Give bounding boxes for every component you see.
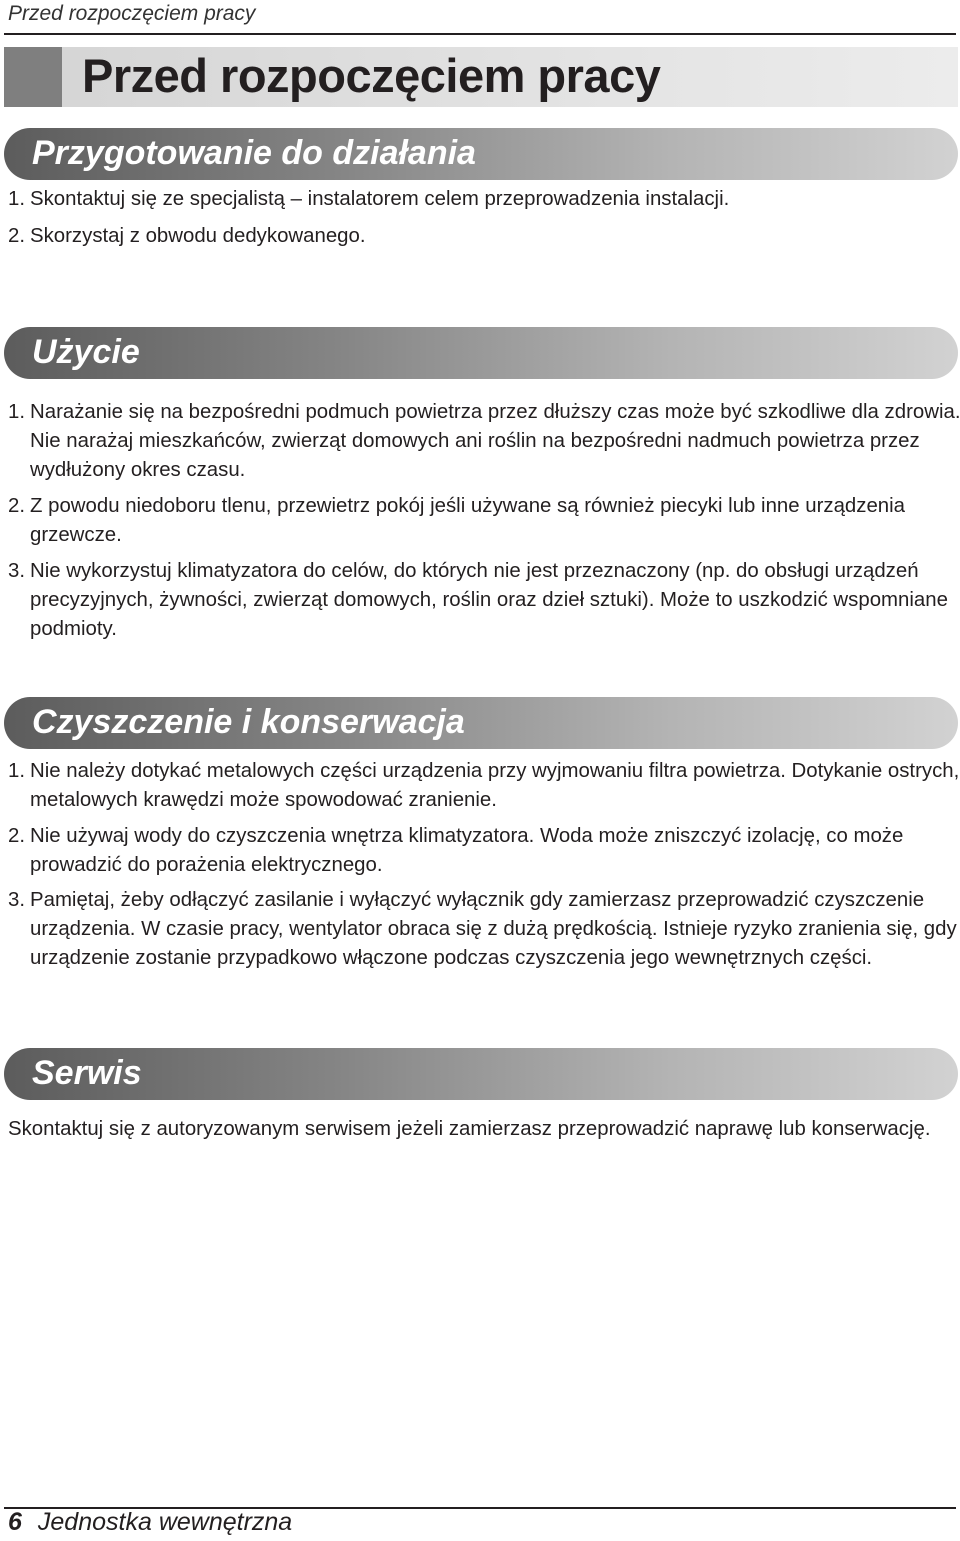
running-header: Przed rozpoczęciem pracy	[8, 2, 256, 25]
item-number: 1.	[8, 401, 26, 423]
section-title: Czyszczenie i konserwacja	[32, 703, 465, 741]
header-rule	[4, 33, 956, 35]
footer-section-label: Jednostka wewnętrzna	[37, 1508, 293, 1536]
item-text: Nie wykorzystuj klimatyzatora do celów, do których nie jest przeznaczony (np. do obsługi urządzeń precyzyjnych, żywności, zwierząt domowych, roślin oraz dzieł sztuki). Może to uszkodzić wspomniane podmioty.	[30, 560, 948, 640]
item-text: Pamiętaj, żeby odłączyć zasilanie i wyłączyć wyłącznik gdy zamierzasz przeprowadzić czyszczenie urządzenia. W czasie pracy, wentylator obraca się z dużą prędkością. Istnieje ryzyko zranienia się, gdy urządzenie zostanie przypadkowo włączone podczas czyszczenia jego wewnętrznych części.	[30, 889, 957, 969]
item-number: 2.	[8, 495, 26, 517]
item-text: Nie używaj wody do czyszczenia wnętrza klimatyzatora. Woda może zniszczyć izolację, co może prowadzić do porażenia elektrycznego.	[30, 825, 904, 876]
section-heading-przygotowanie	[4, 128, 958, 180]
title-accent-block	[4, 47, 62, 107]
list-item	[8, 886, 960, 973]
item-number: 2.	[8, 225, 26, 247]
item-number: 1.	[8, 188, 26, 210]
item-text: Skontaktuj się ze specjalistą – instalatorem celem przeprowadzenia instalacji.	[30, 188, 730, 210]
item-text: Skorzystaj z obwodu dedykowanego.	[30, 225, 366, 247]
page-title: Przed rozpoczęciem pracy	[82, 49, 661, 102]
list-item	[8, 557, 960, 644]
service-paragraph: Skontaktuj się z autoryzowanym serwisem jeżeli zamierzasz przeprowadzić naprawę lub konserwację.	[8, 1118, 931, 1140]
page-number: 6	[8, 1508, 22, 1536]
section-heading-czyszczenie	[4, 697, 958, 749]
list-item	[8, 822, 960, 880]
item-text: Narażanie się na bezpośredni podmuch powietrza przez dłuższy czas może być szkodliwe dla zdrowia. Nie narażaj mieszkańców, zwierząt domowych ani roślin na bezpośredni nadmuch powietrza przez wydłużony okres czasu.	[30, 401, 960, 481]
item-number: 3.	[8, 560, 26, 582]
section-heading-uzycie	[4, 327, 958, 379]
section-title: Serwis	[32, 1054, 142, 1092]
item-number: 2.	[8, 825, 26, 847]
section-heading-serwis	[4, 1048, 958, 1100]
footer	[8, 1508, 292, 1537]
item-text: Z powodu niedoboru tlenu, przewietrz pokój jeśli używane są również piecyki lub inne urządzenia grzewcze.	[30, 495, 906, 546]
list-item	[8, 492, 960, 550]
list-item	[8, 222, 960, 251]
section-title: Użycie	[32, 333, 140, 371]
section-title: Przygotowanie do działania	[32, 134, 476, 172]
page-title-bar	[4, 47, 958, 107]
list-item	[8, 398, 960, 485]
list-item	[8, 757, 960, 815]
item-text: Nie należy dotykać metalowych części urządzenia przy wyjmowaniu filtra powietrza. Dotykanie ostrych, metalowych krawędzi może spowodować zranienie.	[30, 760, 960, 811]
item-number: 3.	[8, 889, 26, 911]
item-number: 1.	[8, 760, 26, 782]
list-item	[8, 185, 960, 214]
